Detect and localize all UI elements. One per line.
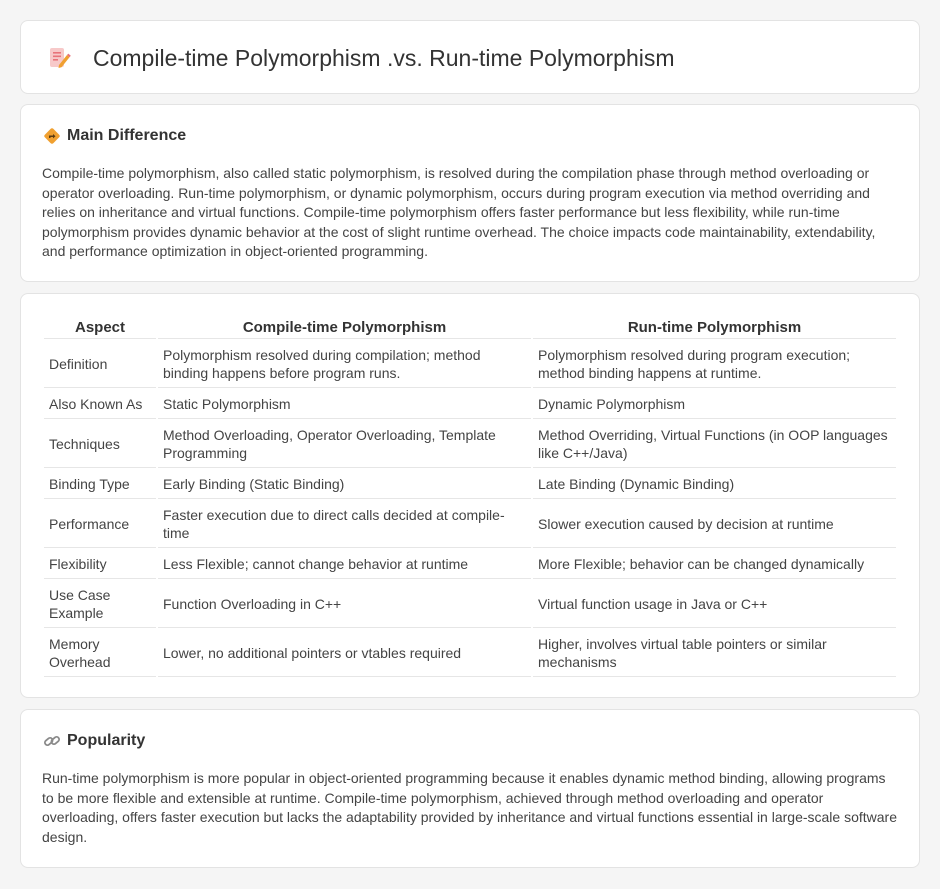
column-header: Aspect [44, 317, 156, 339]
table-cell-aspect: Memory Overhead [44, 630, 156, 677]
main-difference-heading [43, 127, 186, 145]
table-cell: Function Overloading in C++ [158, 581, 531, 628]
table-cell: Polymorphism resolved during compilation; method binding happens before program runs. [158, 341, 531, 388]
table-cell: Faster execution due to direct calls decided at compile-time [158, 501, 531, 548]
table-row [44, 630, 896, 677]
table-cell: Method Overloading, Operator Overloading, Template Programming [158, 421, 531, 468]
table-cell-aspect: Performance [44, 501, 156, 548]
table-cell-aspect: Binding Type [44, 470, 156, 499]
table-cell: Virtual function usage in Java or C++ [533, 581, 896, 628]
table-row [44, 550, 896, 579]
table-cell: Polymorphism resolved during program execution; method binding happens at runtime. [533, 341, 896, 388]
comparison-table [42, 315, 898, 679]
popularity-heading [43, 732, 145, 750]
table-cell-aspect: Flexibility [44, 550, 156, 579]
link-icon [43, 732, 61, 750]
table-cell-aspect: Use Case Example [44, 581, 156, 628]
table-header-row [44, 317, 896, 339]
header-card [20, 20, 920, 94]
section-title: Main Difference [67, 127, 187, 144]
column-header: Run-time Polymorphism [533, 317, 896, 339]
column-header: Compile-time Polymorphism [158, 317, 531, 339]
table-cell: Less Flexible; cannot change behavior at runtime [158, 550, 531, 579]
diamond-directions-icon [43, 127, 61, 145]
table-cell: Higher, involves virtual table pointers or similar mechanisms [533, 630, 896, 677]
table-cell: Slower execution caused by decision at runtime [533, 501, 896, 548]
page-title: Compile-time Polymorphism .vs. Run-time Polymorphism [93, 45, 675, 71]
popularity-card [20, 709, 920, 868]
document-edit-icon [47, 46, 71, 70]
table-cell: Lower, no additional pointers or vtables required [158, 630, 531, 677]
table-row [44, 421, 896, 468]
table-cell-aspect: Techniques [44, 421, 156, 468]
table-cell: Dynamic Polymorphism [533, 390, 896, 419]
popularity-text: Run-time polymorphism is more popular in object-oriented programming because it enables dynamic method binding, allowing programs to be more flexible and extensible at runtime. Compile-time polymorphism, achieved through method overloading and operator overloading, offers faster execution but lacks the adaptability provided by inheritance and virtual functions essential in large-scale software design. [42, 770, 898, 845]
table-cell: Early Binding (Static Binding) [158, 470, 531, 499]
table-cell-aspect: Definition [44, 341, 156, 388]
main-difference-text: Compile-time polymorphism, also called static polymorphism, is resolved during the compilation phase through method overloading or operator overloading. Run-time polymorphism, or dynamic polymorphism, occurs during program execution via method overriding and relies on inheritance and virtual functions. Compile-time polymorphism offers faster performance but less flexibility, while run-time polymorphism provides dynamic behavior at the cost of slight runtime overhead. The choice impacts code maintainability, extendability, and performance optimization in object-oriented programming. [42, 165, 876, 260]
table-row [44, 390, 896, 419]
comparison-card [20, 293, 920, 698]
table-cell: Late Binding (Dynamic Binding) [533, 470, 896, 499]
section-title: Popularity [67, 732, 146, 749]
table-row [44, 341, 896, 388]
table-row [44, 581, 896, 628]
table-cell-aspect: Also Known As [44, 390, 156, 419]
table-cell: Static Polymorphism [158, 390, 531, 419]
table-cell: More Flexible; behavior can be changed dynamically [533, 550, 896, 579]
table-cell: Method Overriding, Virtual Functions (in OOP languages like C++/Java) [533, 421, 896, 468]
table-row [44, 501, 896, 548]
main-difference-card [20, 104, 920, 282]
table-row [44, 470, 896, 499]
